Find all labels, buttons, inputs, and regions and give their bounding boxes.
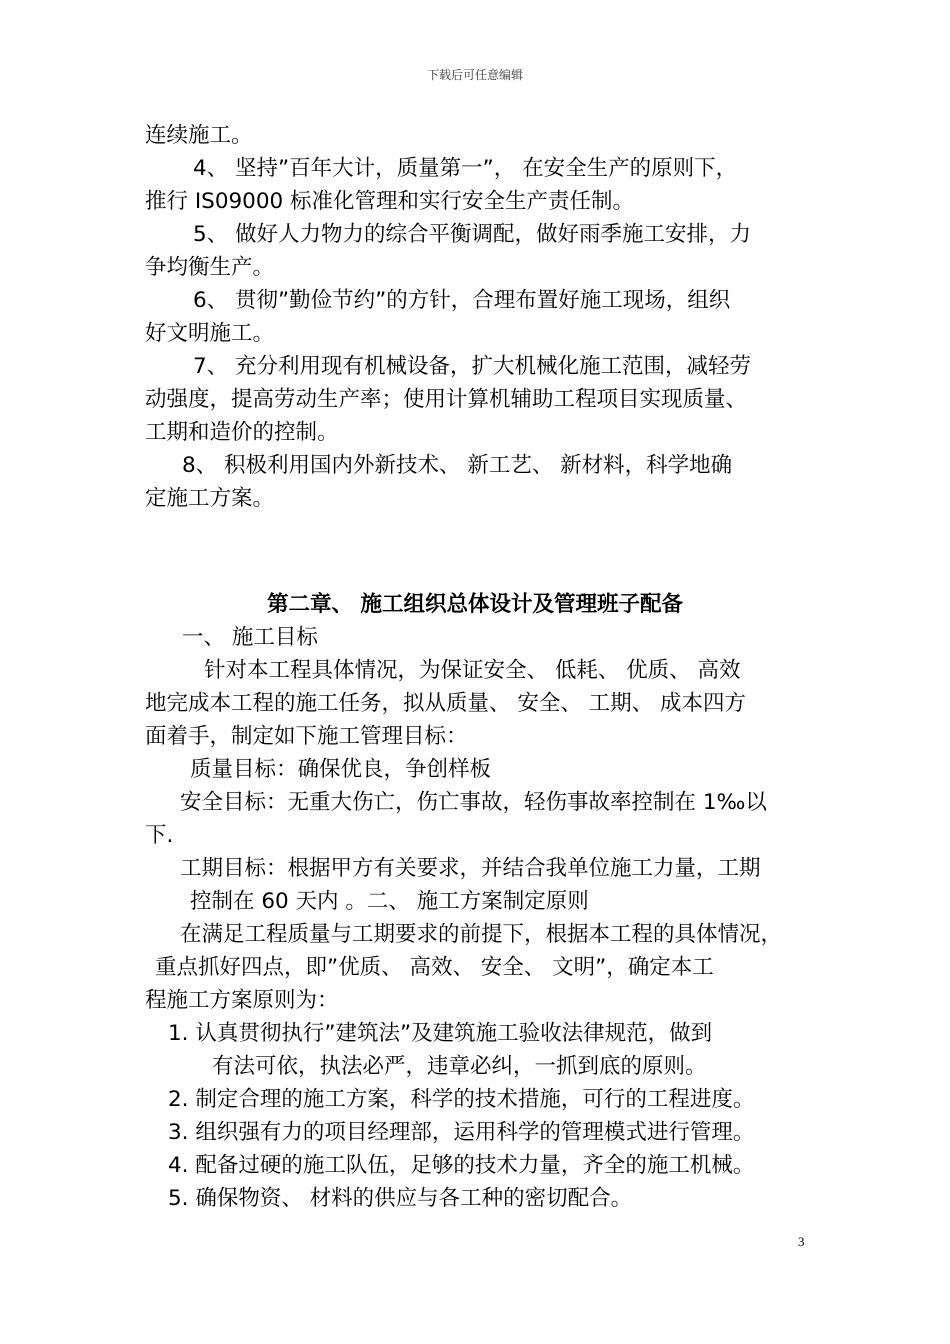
list-item: 1. 认真贯彻执行”建筑法”及建筑施工验收法律规范，做到 — [168, 1021, 713, 1046]
body-line: 安全目标：无重大伤亡，伤亡事故，轻伤事故率控制在 1‰以 — [180, 790, 767, 815]
list-item: 有法可依，执法必严，违章必纠，一抓到底的原则。 — [212, 1054, 707, 1079]
body-line: 地完成本工程的施工任务，拟从质量、 安全、 工期、 成本四方 — [145, 691, 747, 716]
body-line: 推行 IS09000 标准化管理和实行安全生产责任制。 — [145, 189, 635, 214]
list-item: 2. 制定合理的施工方案，科学的技术措施，可行的工程进度。 — [168, 1087, 755, 1112]
list-item: 4. 配备过硬的施工队伍，足够的技术力量，齐全的施工机械。 — [168, 1153, 755, 1178]
body-line: 定施工方案。 — [145, 486, 275, 511]
body-line: 动强度，提高劳动生产率；使用计算机辅助工程项目实现质量、 — [145, 387, 748, 412]
body-line: 针对本工程具体情况，为保证安全、 低耗、 优质、 高效 — [204, 658, 741, 683]
body-line: 6、 贯彻”勤俭节约”的方针，合理布置好施工现场，组织 — [193, 288, 731, 313]
list-item: 3. 组织强有力的项目经理部，运用科学的管理模式进行管理。 — [168, 1120, 755, 1145]
body-line: 质量目标：确保优良，争创样板 — [190, 757, 492, 782]
body-line: 重点抓好四点，即”优质、 高效、 安全、 文明”，确定本工 — [155, 955, 714, 980]
body-line: 好文明施工。 — [145, 321, 275, 346]
body-line: 4、 坚持”百年大计，质量第一”， 在安全生产的原则下， — [193, 156, 738, 181]
body-line: 面着手，制定如下施工管理目标： — [145, 724, 468, 749]
page-number: 3 — [798, 1234, 805, 1249]
body-line: 程施工方案原则为： — [145, 988, 339, 1013]
list-item: 5. 确保物资、 材料的供应与各工种的密切配合。 — [168, 1186, 633, 1211]
section-heading: 一、 施工目标 — [182, 625, 318, 650]
body-line: 工期目标：根据甲方有关要求，并结合我单位施工力量，工期 — [180, 856, 761, 881]
body-line: 下. — [145, 823, 174, 848]
body-line: 5、 做好人力物力的综合平衡调配，做好雨季施工安排，力 — [193, 222, 752, 247]
body-line: 控制在 60 天内 。二、 施工方案制定原则 — [190, 889, 589, 914]
body-line: 8、 积极利用国内外新技术、 新工艺、 新材料，科学地确 — [182, 453, 733, 478]
body-line: 在满足工程质量与工期要求的前提下，根据本工程的具体情况， — [180, 922, 783, 947]
body-line: 7、 充分利用现有机械设备，扩大机械化施工范围，减轻劳 — [193, 354, 752, 379]
page-header: 下载后可任意编辑 — [426, 68, 523, 82]
body-line: 争均衡生产。 — [145, 255, 275, 280]
body-line: 连续施工。 — [145, 123, 253, 148]
body-line: 工期和造价的控制。 — [145, 420, 339, 445]
chapter-title: 第二章、 施工组织总体设计及管理班子配备 — [267, 592, 683, 617]
